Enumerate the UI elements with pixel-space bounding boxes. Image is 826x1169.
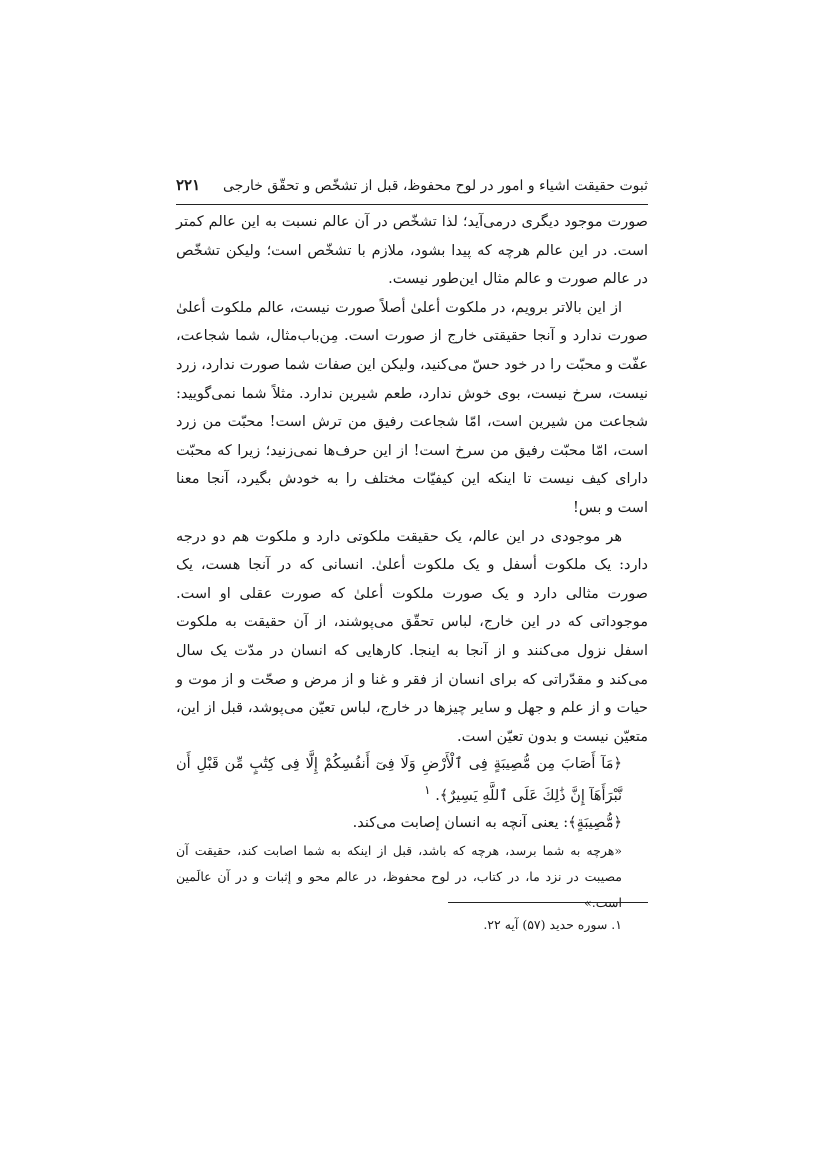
paragraph-1: صورت موجود دیگری درمی‌آید؛ لذا تشخّص در آن عالم نسبت به این عالم کمتر است. در این عالم هرچه که پیدا بشود، ملازم با تشخّص است؛ ولیکن تشخّص در عالم صورت و عالم مثال این‌طور نیست. [176, 214, 648, 288]
body-text [176, 208, 648, 916]
footnote: ۱. سوره حدید (۵۷) آیه ۲۲. [483, 917, 622, 932]
quran-verse [176, 751, 648, 809]
footnote-divider [448, 902, 648, 903]
footnote-marker: ۱ [424, 783, 431, 798]
verse-text: ﴿مَآ أَصَابَ مِن مُّصِيبَةٍ فِى ٱلْأَرْضِ وَلَا فِىٓ أَنفُسِكُمْ إِلَّا فِى كِتَٰبٍ مِّن قَبْلِ أَن نَّبْرَأَهَآ إِنَّ ذَٰلِكَ عَلَى ٱللَّهِ يَسِيرٌ﴾. [176, 756, 622, 805]
paragraph-4: ﴿مُّصِيبَةٍ﴾: یعنی آنچه به انسان إصابت می‌کند. [352, 815, 622, 832]
translation-quote: «هرچه به شما برسد، هرچه که باشد، قبل از اینکه به شما اصابت کند، حقیقت آن مصیبت در نزد ما، در کتاب، در لوح محفوظ، در عالم محو و إثبات و در آن عالَمین است.» [176, 842, 622, 910]
paragraph-3: هر موجودی در این عالم، یک حقیقت ملکوتی دارد و ملکوت هم دو درجه دارد: یک ملکوت أسفل و یک ملکوت أعلیٰ. انسانی که در آنجا هست، یک صورت مثالی دارد و یک صورت ملکوت أعلیٰ که صورت عقلی او است. موجوداتی که در این خارج، لباس تحقّق می‌پوشند، از آن حقیقت به ملکوت اسفل نزول می‌کنند و از آنجا به اینجا. کارهایی که انسان در مدّت یک سال می‌کند و مقدّراتی که برای انسان از فقر و غنا و از مرض و صحّت و از موت و حیات و از علم و جهل و سایر چیزها در خارج، لباس تعیّن می‌پوشد، قبل از این، متعیّن نیست و بدون تعیّن است. [176, 528, 648, 745]
page-number: ۲۲۱ [176, 176, 201, 194]
paragraph-2: از این بالاتر برویم، در ملکوت أعلیٰ أصلاً صورت نیست، عالم ملکوت أعلیٰ صورت ندارد و آنجا حقیقتی خارج از صورت است. مِن‌باب‌مثال، شما شجاعت، عفّت و محبّت را در خود حسّ می‌کنید، ولیکن این صفات شما صورت ندارد، زرد نیست، سرخ نیست، بوی خوش ندارد، طعم شیرین ندارد. مثلاً شما نمی‌گویید: شجاعت من شیرین است، امّا شجاعت رفیق من ترش است! محبّت من زرد است، امّا محبّت رفیق من سرخ است! از این حرف‌ها نمی‌زنید؛ زیرا که محبّت دارای کیف نیست تا اینکه این کیفیّات مختلف را به خودش بگیرد، آنجا معنا است و بس! [176, 299, 648, 516]
running-header [176, 176, 648, 202]
running-title: ثبوت حقیقت اشیاء و امور در لوح محفوظ، قبل از تشخّص و تحقّق خارجی [222, 178, 648, 194]
header-divider [176, 204, 648, 205]
